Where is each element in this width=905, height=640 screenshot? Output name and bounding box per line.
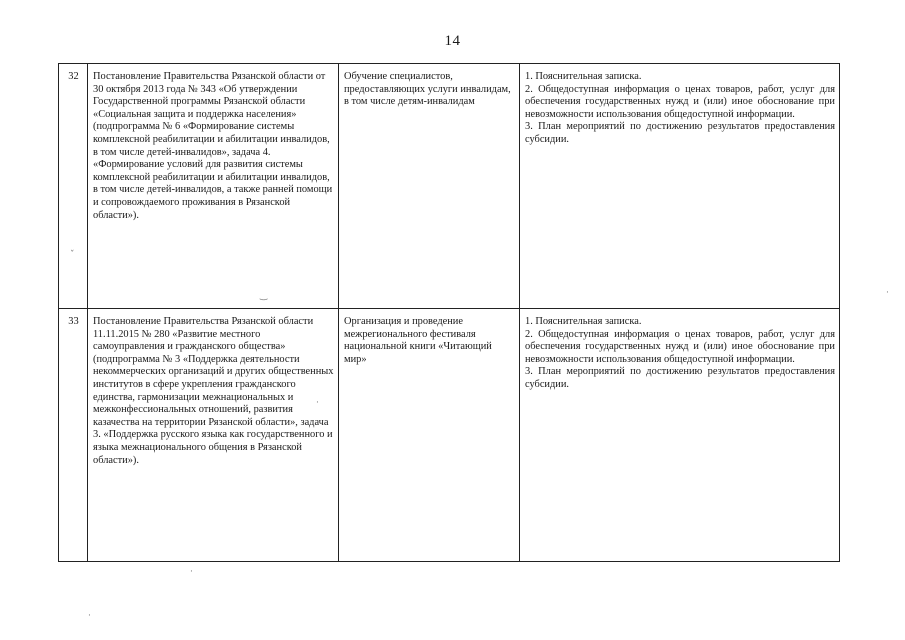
table-row [59,309,840,562]
service-cell: Обучение специалистов, предоставляющих услуги инвалидам, в том числе детям-инвалидам [339,64,520,309]
scan-speck: · [316,398,319,408]
document-item: 1. Пояснительная записка. [525,71,642,82]
subsidy-table [58,63,840,562]
document-item: 1. Пояснительная записка. [525,316,642,327]
document-item: 3. План мероприятий по достижению результатов предоставления субсидии. [525,121,835,145]
scan-speck: ‿ [260,291,268,301]
row-number: 33 [59,309,88,562]
documents-cell [520,64,840,309]
legal-act-cell: Постановление Правительства Рязанской области 11.11.2015 № 280 «Развитие местного самоуправления и гражданского общества» (подпрограмма № 3 «Поддержка деятельности некоммерческих организаций и других общественных институтов в сфере укрепления гражданского единства, гармонизации межнациональных и межконфессиональных отношений, развития казачества на территории Рязанской области», задача 3. «Поддержка русского языка как государственного и языка межнационального общения в Рязанской области»). [88,309,339,562]
document-item: 2. Общедоступная информация о ценах товаров, работ, услуг для обеспечения государственных нужд и (или) иное обоснование при невозможности использования общедоступной информации. [525,328,835,365]
row-number: 32 [59,64,88,309]
document-item: 3. План мероприятий по достижению результатов предоставления субсидии. [525,366,835,390]
scan-speck: · [88,611,91,621]
legal-act-cell: Постановление Правительства Рязанской области от 30 октября 2013 года № 343 «Об утверждении Государственной программы Рязанской области «Социальная защита и поддержка населения» (подпрограмма № 6 «Формирование системы комплексной реабилитации и абилитации инвалидов, в том числе детей-инвалидов», задача 4. «Формирование условий для развития системы комплексной реабилитации и абилитации инвалидов, в том числе детей-инвалидов, а также ранней помощи и сопровождаемого проживания в Рязанской области»). [88,64,339,309]
table-row [59,64,840,309]
documents-cell [520,309,840,562]
scan-speck: · [886,288,889,298]
scan-speck: ˇ [70,250,75,260]
page-number: 14 [444,33,461,49]
service-cell: Организация и проведение межрегионального фестиваля национальной книги «Читающий мир» [339,309,520,562]
scan-speck: · [190,567,193,577]
document-item: 2. Общедоступная информация о ценах товаров, работ, услуг для обеспечения государственных нужд и (или) иное обоснование при невозможности использования общедоступной информации. [525,83,835,120]
